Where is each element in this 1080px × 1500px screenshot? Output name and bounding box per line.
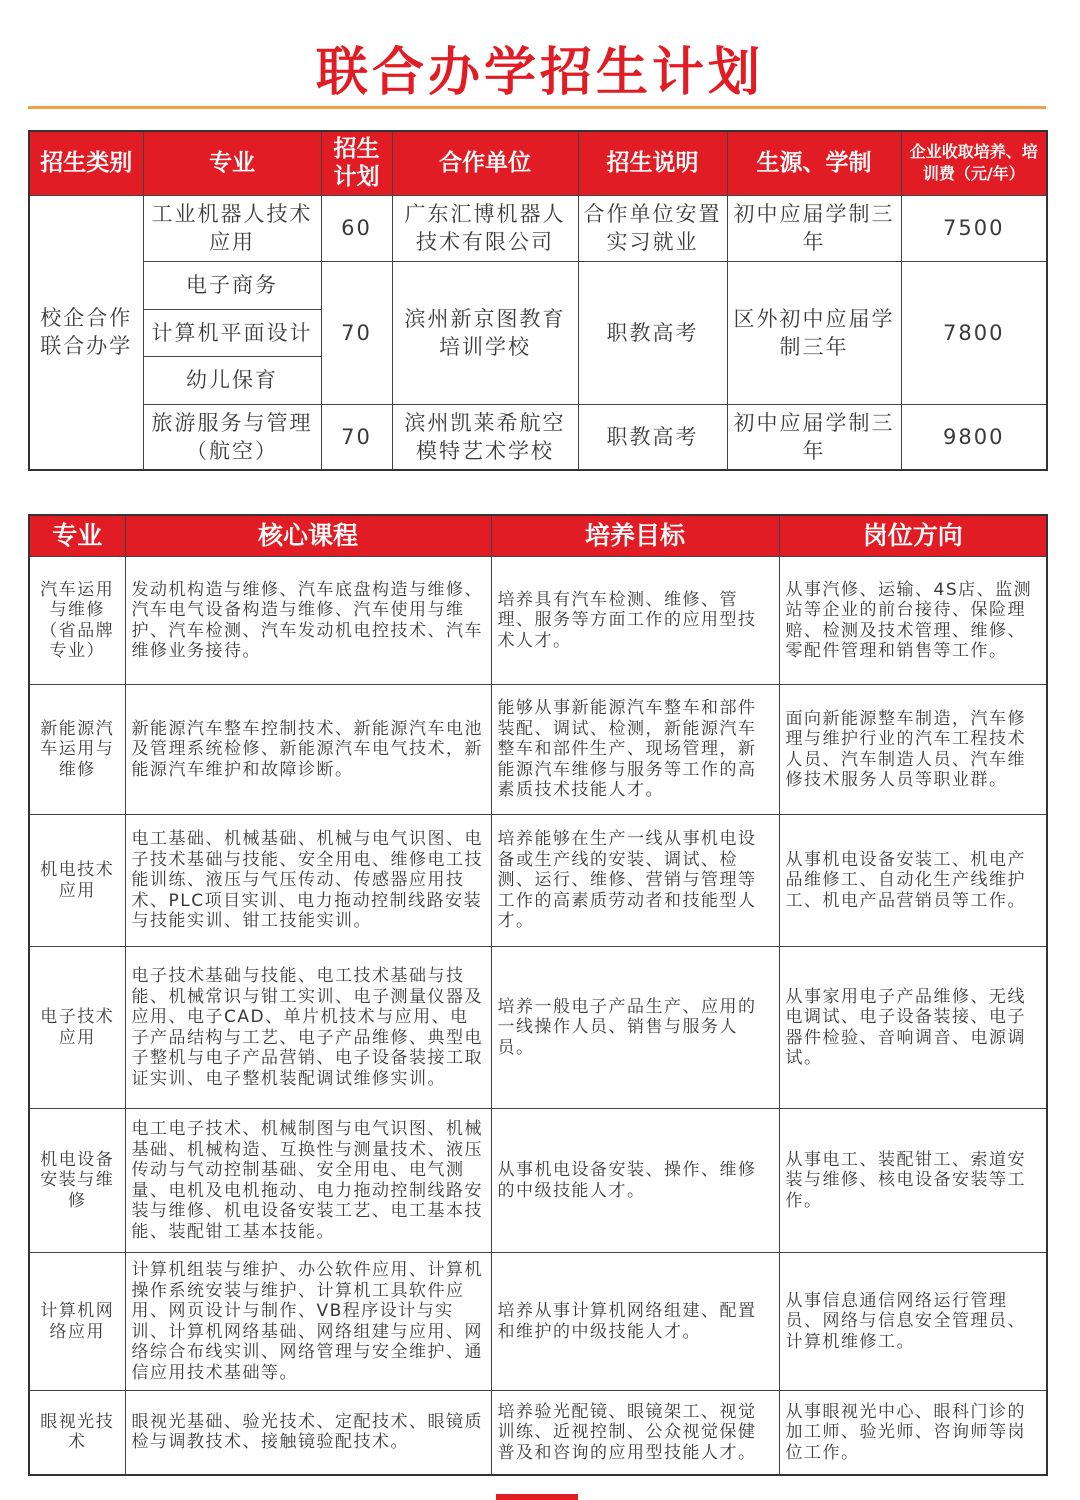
title-divider [28,106,1046,109]
enrollment-plan-table [28,130,1048,471]
goal-cell: 从事机电设备安装、操作、维修的中级技能人才。 [491,1109,779,1253]
job-cell: 从事家用电子产品维修、无线电调试、电子设备装接、电子器件检验、音响调音、电源调试。 [779,947,1047,1109]
plan-cell: 60 [321,195,392,261]
header-fee: 企业收取培养、培训费（元/年） [901,131,1047,195]
fee-cell: 9800 [901,404,1047,470]
major-cell: 幼儿保育 [143,356,321,404]
note-cell: 合作单位安置实习就业 [578,195,727,261]
partner-cell: 滨州凯莱希航空模特艺术学校 [392,404,578,470]
major-cell: 眼视光技术 [29,1391,125,1475]
courses-cell: 发动机构造与维修、汽车底盘构造与维修、汽车电气设备构造与维修、汽车使用与维护、汽车检测、汽车发动机电控技术、汽车维修业务接待。 [125,557,491,685]
header-source: 生源、学制 [727,131,901,195]
header-plan: 招生计划 [321,131,392,195]
goal-cell: 能够从事新能源汽车整车和部件装配、调试、检测，新能源汽车整车和部件生产、现场管理，新能源汽车维修与服务等工作的高素质技术技能人才。 [491,685,779,815]
header-category: 招生类别 [29,131,143,195]
courses-cell: 计算机组装与维护、办公软件应用、计算机操作系统安装与维护、计算机工具软件应用、网页设计与制作、VB程序设计与实训、计算机网络基础、网络组建与应用、网络综合布线实训、网络管理与安全维护、通信应用技术基础等。 [125,1253,491,1391]
course-table [28,514,1048,1476]
partner-cell: 广东汇博机器人技术有限公司 [392,195,578,261]
header-job: 岗位方向 [779,515,1047,557]
header-partner: 合作单位 [392,131,578,195]
job-cell: 从事电工、装配钳工、索道安装与维修、核电设备安装等工作。 [779,1109,1047,1253]
major-cell: 旅游服务与管理（航空） [143,404,321,470]
goal-cell: 培养验光配镜、眼镜架工、视觉训练、近视控制、公众视觉保健普及和咨询的应用型技能人才。 [491,1391,779,1475]
source-cell: 初中应届学制三年 [727,195,901,261]
header-goal: 培养目标 [491,515,779,557]
header-note: 招生说明 [578,131,727,195]
goal-cell: 培养能够在生产一线从事机电设备或生产线的安装、调试、检测、运行、维修、营销与管理等工作的高素质劳动者和技能型人才。 [491,815,779,947]
major-cell: 机电设备安装与维修 [29,1109,125,1253]
job-cell: 面向新能源整车制造，汽车修理与维护行业的汽车工程技术人员、汽车制造人员、汽车维修技术服务人员等职业群。 [779,685,1047,815]
major-cell: 机电技术应用 [29,815,125,947]
fee-cell: 7500 [901,195,1047,261]
courses-cell: 电工基础、机械基础、机械与电气识图、电子技术基础与技能、安全用电、维修电工技能训练、液压与气压传动、传感器应用技术、PLC项目实训、电力拖动控制线路安装与技能实训、钳工技能实训。 [125,815,491,947]
major-cell: 电子商务 [143,261,321,309]
header-major: 专业 [143,131,321,195]
goal-cell: 培养一般电子产品生产、应用的一线操作人员、销售与服务人员。 [491,947,779,1109]
header-major: 专业 [29,515,125,557]
major-cell: 新能源汽车运用与维修 [29,685,125,815]
goal-cell: 培养具有汽车检测、维修、管理、服务等方面工作的应用型技术人才。 [491,557,779,685]
goal-cell: 培养从事计算机网络组建、配置和维护的中级技能人才。 [491,1253,779,1391]
page-title: 联合办学招生计划 [315,43,764,103]
courses-cell: 电子技术基础与技能、电工技术基础与技能、机械常识与钳工实训、电子测量仪器及应用、电子CAD、单片机技术与应用、电子产品结构与工艺、电子产品维修、典型电子整机与电子产品营销、电子设备装接工取证实训、电子整机装配调试维修实训。 [125,947,491,1109]
job-cell: 从事眼视光中心、眼科门诊的加工师、验光师、咨询师等岗位工作。 [779,1391,1047,1475]
courses-cell: 电工电子技术、机械制图与电气识图、机械基础、机械构造、互换性与测量技术、液压传动与气动控制基础、安全用电、电气测量、电机及电机拖动、电力拖动控制线路安装与维修、机电设备安装工艺、电工基本技能、装配钳工基本技能。 [125,1109,491,1253]
source-cell: 区外初中应届学制三年 [727,261,901,404]
major-cell: 计算机平面设计 [143,309,321,356]
courses-cell: 新能源汽车整车控制技术、新能源汽车电池及管理系统检修、新能源汽车电气技术，新能源汽车维护和故障诊断。 [125,685,491,815]
major-cell: 汽车运用与维修（省品牌专业） [29,557,125,685]
courses-cell: 眼视光基础、验光技术、定配技术、眼镜质检与调教技术、接触镜验配技术。 [125,1391,491,1475]
plan-cell: 70 [321,261,392,404]
job-cell: 从事信息通信网络运行管理员、网络与信息安全管理员、计算机维修工。 [779,1253,1047,1391]
source-cell: 初中应届学制三年 [727,404,901,470]
major-cell: 电子技术应用 [29,947,125,1109]
category-cell: 校企合作联合办学 [29,195,143,470]
bottom-accent-bar [496,1494,578,1500]
note-cell: 职教高考 [578,261,727,404]
partner-cell: 滨州新京图教育培训学校 [392,261,578,404]
major-cell: 工业机器人技术应用 [143,195,321,261]
job-cell: 从事机电设备安装工、机电产品维修工、自动化生产线维护工、机电产品营销员等工作。 [779,815,1047,947]
fee-cell: 7800 [901,261,1047,404]
job-cell: 从事汽修、运输、4S店、监测站等企业的前台接待、保险理赔、检测及技术管理、维修、零配件管理和销售等工作。 [779,557,1047,685]
note-cell: 职教高考 [578,404,727,470]
major-cell: 计算机网络应用 [29,1253,125,1391]
header-courses: 核心课程 [125,515,491,557]
plan-cell: 70 [321,404,392,470]
